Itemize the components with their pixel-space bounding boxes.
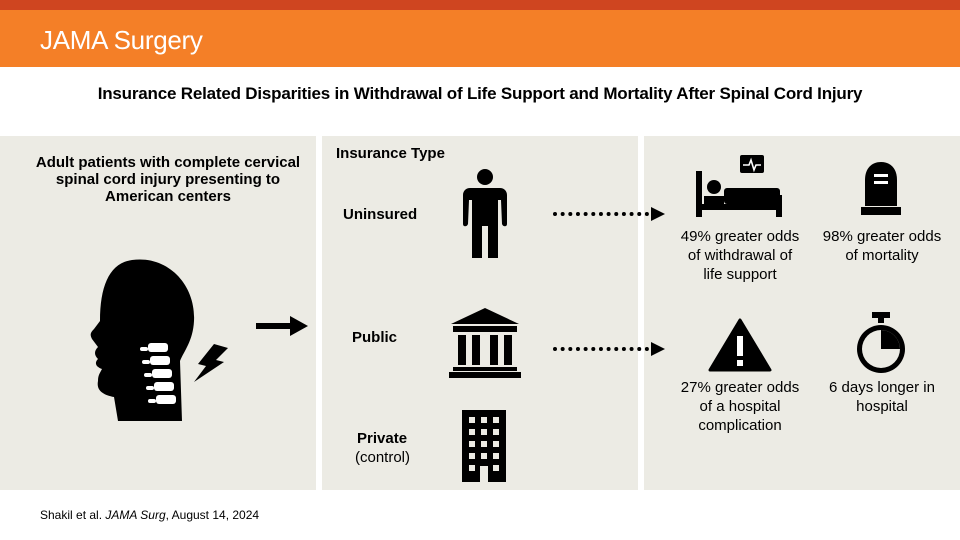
outcomes-panel [644, 136, 960, 490]
citation-journal: JAMA Surg [105, 508, 166, 522]
outcome-hospital-stay: 6 days longer in hospital [829, 379, 935, 415]
dotted-connector-uninsured [553, 212, 649, 216]
outcome-withdrawal: 49% greater odds of withdrawal of life support [680, 228, 800, 283]
citation [40, 508, 259, 522]
dotted-connector-public [553, 347, 649, 351]
top-accent-strip [0, 0, 960, 10]
insurance-type-heading: Insurance Type [336, 145, 445, 162]
public-label: Public [352, 329, 398, 346]
citation-author: Shakil et al. [40, 508, 103, 522]
population-description: Adult patients with complete cervical spinal cord injury presenting to American centers [35, 154, 301, 205]
stopwatch-icon [852, 312, 910, 376]
office-building-icon [462, 410, 506, 482]
arrowhead-icon [651, 207, 665, 221]
citation-date: , August 14, 2024 [165, 508, 260, 522]
head-spine-icon [80, 255, 200, 425]
arrowhead-icon [651, 342, 665, 356]
page-title: Insurance Related Disparities in Withdrawal of Life Support and Mortality After Spinal Cord Injury [97, 84, 863, 103]
bank-building-icon [449, 306, 521, 378]
outcome-mortality: 98% greater odds of mortality [822, 228, 942, 264]
private-label: Private [357, 430, 408, 447]
hospital-bed-icon [696, 155, 782, 217]
private-control-note: (control) [355, 449, 411, 466]
journal-brand: JAMA Surgery [40, 25, 203, 55]
person-icon [462, 168, 508, 260]
warning-icon [708, 318, 772, 372]
uninsured-label: Uninsured [343, 206, 418, 223]
outcome-complication: 27% greater odds of a hospital complication [680, 379, 800, 434]
lightning-icon [188, 342, 232, 384]
tombstone-icon [861, 160, 901, 216]
arrow-right-icon [256, 316, 308, 336]
